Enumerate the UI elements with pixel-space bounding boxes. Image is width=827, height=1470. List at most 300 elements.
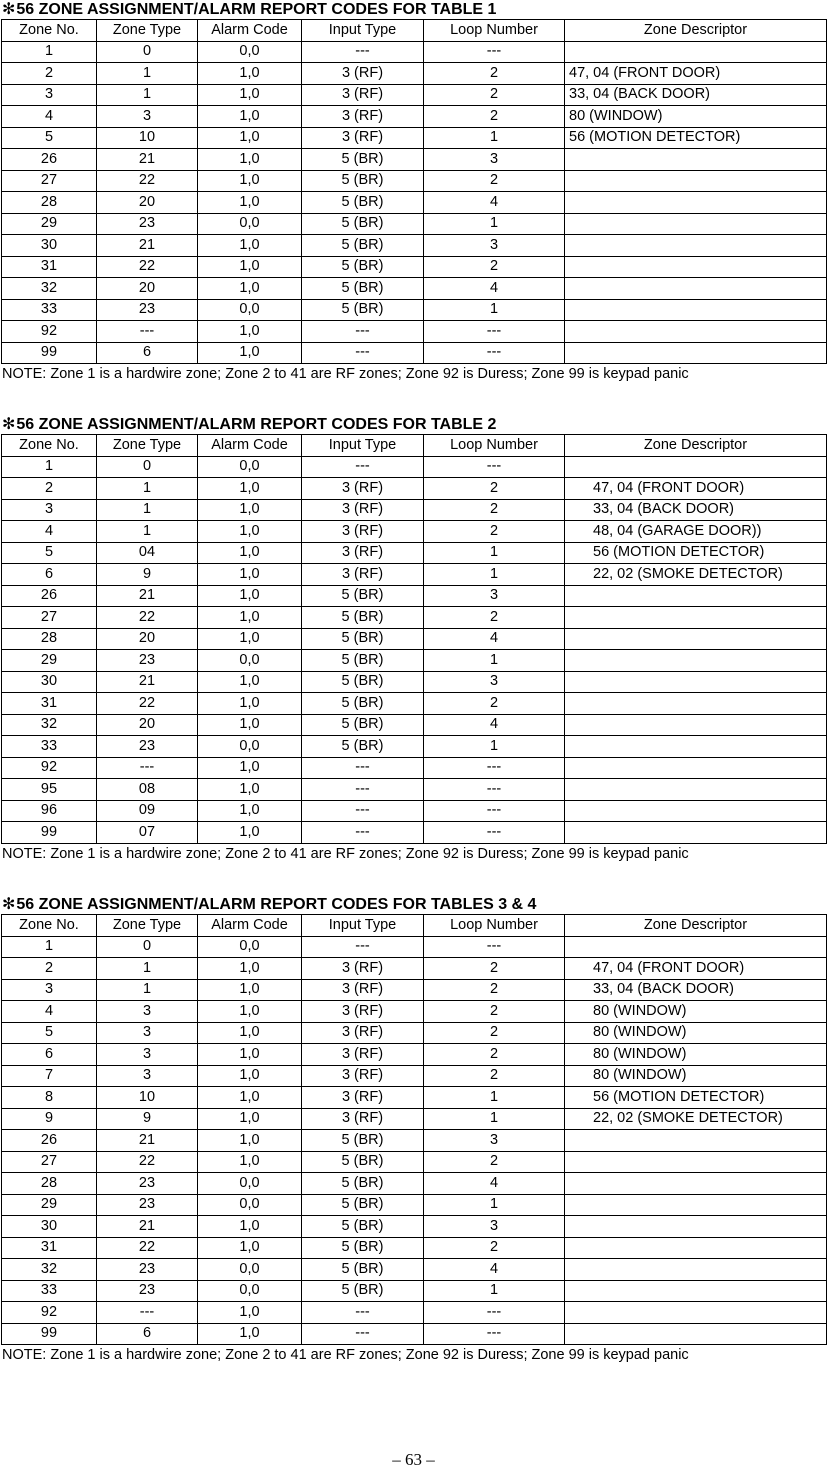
table-cell: 1,0 — [198, 1302, 302, 1324]
table-cell — [565, 41, 827, 63]
table-cell: 22 — [97, 170, 198, 192]
zone-table — [1, 434, 827, 844]
column-header: Alarm Code — [198, 20, 302, 42]
table-cell: 3 — [424, 235, 565, 257]
table-cell: 9 — [97, 1108, 198, 1130]
table-cell: --- — [302, 779, 424, 801]
table-cell: 26 — [2, 1130, 97, 1152]
table-1-section — [0, 0, 827, 384]
table-row — [2, 342, 827, 364]
table-cell: 3 — [97, 1065, 198, 1087]
table-cell: 1 — [424, 1108, 565, 1130]
table-cell: 4 — [424, 1173, 565, 1195]
table-cell: 5 (BR) — [302, 1194, 424, 1216]
table-cell: 1,0 — [198, 235, 302, 257]
table-cell: 56 (MOTION DETECTOR) — [565, 542, 827, 564]
table-cell: 0 — [97, 41, 198, 63]
table-row — [2, 822, 827, 844]
table-cell: 3 (RF) — [302, 1001, 424, 1023]
table-row — [2, 1216, 827, 1238]
table-cell — [565, 1259, 827, 1281]
page-number: – 63 – — [392, 1450, 435, 1469]
table-row — [2, 149, 827, 171]
table-cell: 1,0 — [198, 714, 302, 736]
table-cell: --- — [302, 757, 424, 779]
table-row — [2, 1044, 827, 1066]
table-cell: 22 — [97, 693, 198, 715]
table-cell: 1 — [97, 478, 198, 500]
table-cell: 3 (RF) — [302, 127, 424, 149]
column-header: Loop Number — [424, 20, 565, 42]
table-row — [2, 299, 827, 321]
table-cell: 22 — [97, 256, 198, 278]
table-cell: --- — [424, 342, 565, 364]
table-row — [2, 979, 827, 1001]
table-cell — [565, 693, 827, 715]
column-header: Loop Number — [424, 435, 565, 457]
table-cell: 31 — [2, 1237, 97, 1259]
table-cell: 2 — [424, 958, 565, 980]
table-cell: 2 — [2, 958, 97, 980]
table-cell: 5 (BR) — [302, 235, 424, 257]
table-cell: 3 (RF) — [302, 521, 424, 543]
table-row — [2, 1259, 827, 1281]
table-cell: --- — [302, 822, 424, 844]
table-cell — [565, 779, 827, 801]
table-cell: 07 — [97, 822, 198, 844]
table-cell: 27 — [2, 1151, 97, 1173]
table-cell: 7 — [2, 1065, 97, 1087]
table-cell: 3 (RF) — [302, 979, 424, 1001]
table-cell: 1 — [2, 41, 97, 63]
table-cell: 08 — [97, 779, 198, 801]
table-cell — [565, 235, 827, 257]
table-row — [2, 1087, 827, 1109]
table-cell: 1 — [97, 958, 198, 980]
table-cell: 5 (BR) — [302, 693, 424, 715]
table-cell: 3 — [97, 1022, 198, 1044]
table-cell: 9 — [2, 1108, 97, 1130]
table-cell: 5 (BR) — [302, 192, 424, 214]
table-cell: 1,0 — [198, 149, 302, 171]
table-cell: 30 — [2, 235, 97, 257]
table-cell: 3 (RF) — [302, 958, 424, 980]
table-cell: 3 (RF) — [302, 499, 424, 521]
table-row — [2, 542, 827, 564]
table-cell: 2 — [424, 63, 565, 85]
table-cell: 3 (RF) — [302, 1044, 424, 1066]
table-cell: 1,0 — [198, 607, 302, 629]
table-cell: 23 — [97, 1259, 198, 1281]
table-cell: 6 — [97, 1323, 198, 1345]
table-cell: 32 — [2, 1259, 97, 1281]
table-cell: 1,0 — [198, 63, 302, 85]
table-cell — [565, 628, 827, 650]
table-cell: --- — [302, 800, 424, 822]
table-cell: 1 — [424, 650, 565, 672]
table-row — [2, 1065, 827, 1087]
table-cell: 10 — [97, 1087, 198, 1109]
table-cell: 2 — [424, 84, 565, 106]
table-cell: 1,0 — [198, 1044, 302, 1066]
table-cell: 20 — [97, 278, 198, 300]
table-cell: 47, 04 (FRONT DOOR) — [565, 478, 827, 500]
table-cell: 0,0 — [198, 1259, 302, 1281]
table-cell: 3 (RF) — [302, 1087, 424, 1109]
table-cell: 0,0 — [198, 1173, 302, 1195]
table-cell: 2 — [424, 979, 565, 1001]
column-header: Zone Type — [97, 435, 198, 457]
tables-3-4-section — [0, 895, 827, 1365]
table-cell: 21 — [97, 1216, 198, 1238]
table-cell: 2 — [424, 478, 565, 500]
table-cell: 4 — [424, 192, 565, 214]
table-cell: 33 — [2, 1280, 97, 1302]
table-cell: 3 — [424, 1216, 565, 1238]
table-row — [2, 106, 827, 128]
column-header: Zone No. — [2, 20, 97, 42]
table-cell — [565, 936, 827, 958]
table-cell — [565, 1173, 827, 1195]
table-cell: 2 — [424, 499, 565, 521]
table-row — [2, 41, 827, 63]
table-cell: 5 (BR) — [302, 1151, 424, 1173]
table-row — [2, 650, 827, 672]
table-cell: --- — [302, 1302, 424, 1324]
section-title — [0, 895, 827, 914]
table-cell: 4 — [2, 106, 97, 128]
table-cell: 1,0 — [198, 979, 302, 1001]
table-cell: 26 — [2, 149, 97, 171]
table-cell: 4 — [2, 1001, 97, 1023]
table-cell: 1,0 — [198, 628, 302, 650]
table-note: NOTE: Zone 1 is a hardwire zone; Zone 2 to 41 are RF zones; Zone 92 is Duress; Zone 99 is keypad panic — [2, 366, 689, 382]
table-cell: 23 — [97, 213, 198, 235]
table-cell — [565, 1151, 827, 1173]
table-cell: 3 — [424, 585, 565, 607]
table-cell — [565, 1130, 827, 1152]
table-cell — [565, 736, 827, 758]
table-cell: 20 — [97, 714, 198, 736]
table-cell: 2 — [2, 63, 97, 85]
table-cell: 1,0 — [198, 256, 302, 278]
table-row — [2, 127, 827, 149]
table-cell: 0,0 — [198, 1194, 302, 1216]
table-cell: 1,0 — [198, 1065, 302, 1087]
column-header: Zone No. — [2, 915, 97, 937]
table-cell: 1,0 — [198, 521, 302, 543]
table-cell: 3 — [2, 979, 97, 1001]
table-cell — [565, 170, 827, 192]
table-cell: 1,0 — [198, 564, 302, 586]
table-cell: 4 — [424, 1259, 565, 1281]
table-cell — [565, 1323, 827, 1345]
table-cell: 1 — [2, 456, 97, 478]
table-cell: 5 (BR) — [302, 1280, 424, 1302]
table-cell: 29 — [2, 650, 97, 672]
table-cell: 1,0 — [198, 499, 302, 521]
table-cell: 1,0 — [198, 958, 302, 980]
table-cell — [565, 650, 827, 672]
table-cell: 1 — [97, 499, 198, 521]
table-cell: 99 — [2, 1323, 97, 1345]
table-row — [2, 499, 827, 521]
table-cell: 2 — [424, 106, 565, 128]
table-cell: 4 — [2, 521, 97, 543]
table-cell: 5 (BR) — [302, 1237, 424, 1259]
table-cell — [565, 757, 827, 779]
table-cell — [565, 192, 827, 214]
table-row — [2, 958, 827, 980]
table-cell: 5 (BR) — [302, 628, 424, 650]
column-header: Input Type — [302, 435, 424, 457]
table-cell — [565, 321, 827, 343]
table-cell: 1,0 — [198, 822, 302, 844]
table-cell: 6 — [2, 1044, 97, 1066]
table-row — [2, 671, 827, 693]
column-header: Zone Type — [97, 20, 198, 42]
table-cell: 96 — [2, 800, 97, 822]
table-cell: 1,0 — [198, 321, 302, 343]
table-cell: 3 — [97, 1001, 198, 1023]
table-cell: 1 — [424, 299, 565, 321]
table-cell: 33 — [2, 299, 97, 321]
table-cell: 1,0 — [198, 170, 302, 192]
table-cell: 0,0 — [198, 1280, 302, 1302]
table-row — [2, 936, 827, 958]
table-cell — [565, 800, 827, 822]
table-row — [2, 779, 827, 801]
table-cell — [565, 822, 827, 844]
table-cell: 3 (RF) — [302, 84, 424, 106]
table-cell: 2 — [424, 1001, 565, 1023]
table-cell: 3 — [424, 1130, 565, 1152]
table-cell: 27 — [2, 607, 97, 629]
table-cell: 3 (RF) — [302, 1022, 424, 1044]
table-row — [2, 757, 827, 779]
table-cell: --- — [97, 321, 198, 343]
table-cell: 5 (BR) — [302, 714, 424, 736]
table-cell: --- — [424, 1323, 565, 1345]
table-cell: 28 — [2, 192, 97, 214]
table-cell — [565, 299, 827, 321]
table-cell: 0 — [97, 936, 198, 958]
table-cell: 0,0 — [198, 213, 302, 235]
table-cell: 1 — [97, 84, 198, 106]
table-cell: --- — [424, 779, 565, 801]
table-cell: 21 — [97, 1130, 198, 1152]
table-cell: 26 — [2, 585, 97, 607]
table-cell: 3 (RF) — [302, 63, 424, 85]
table-cell: --- — [424, 757, 565, 779]
section-title-text: 56 ZONE ASSIGNMENT/ALARM REPORT CODES FOR TABLE 1 — [16, 1, 497, 18]
table-cell: 5 — [2, 1022, 97, 1044]
table-cell: 0,0 — [198, 936, 302, 958]
table-cell: 29 — [2, 213, 97, 235]
table-cell: 47, 04 (FRONT DOOR) — [565, 958, 827, 980]
table-cell: 32 — [2, 714, 97, 736]
table-cell — [565, 714, 827, 736]
table-cell: 1,0 — [198, 127, 302, 149]
table-cell — [565, 278, 827, 300]
table-cell: --- — [424, 822, 565, 844]
table-cell: 1,0 — [198, 478, 302, 500]
table-cell: 3 — [424, 671, 565, 693]
table-cell: 4 — [424, 278, 565, 300]
column-header: Alarm Code — [198, 915, 302, 937]
table-cell: --- — [424, 41, 565, 63]
table-cell: 5 — [2, 127, 97, 149]
table-cell: 1,0 — [198, 757, 302, 779]
column-header: Zone Descriptor — [565, 435, 827, 457]
table-cell: 2 — [424, 1151, 565, 1173]
table-row — [2, 564, 827, 586]
table-row — [2, 1022, 827, 1044]
table-cell: 99 — [2, 342, 97, 364]
table-cell: 31 — [2, 256, 97, 278]
column-header: Zone No. — [2, 435, 97, 457]
table-row — [2, 585, 827, 607]
table-cell: 5 (BR) — [302, 650, 424, 672]
table-row — [2, 693, 827, 715]
table-cell: 10 — [97, 127, 198, 149]
section-title — [0, 415, 827, 434]
table-cell: 30 — [2, 671, 97, 693]
table-cell: 0,0 — [198, 736, 302, 758]
table-cell: 9 — [97, 564, 198, 586]
table-cell — [565, 1194, 827, 1216]
table-cell: 2 — [424, 693, 565, 715]
table-cell: 3 (RF) — [302, 1108, 424, 1130]
table-cell: 22, 02 (SMOKE DETECTOR) — [565, 1108, 827, 1130]
table-cell: 0,0 — [198, 650, 302, 672]
table-cell: 2 — [424, 1237, 565, 1259]
asterisk-icon: ✻ — [2, 1, 16, 18]
table-cell: 28 — [2, 628, 97, 650]
table-cell: --- — [97, 757, 198, 779]
table-cell: 1,0 — [198, 693, 302, 715]
table-cell: --- — [424, 1302, 565, 1324]
column-header: Zone Descriptor — [565, 20, 827, 42]
table-cell — [565, 1302, 827, 1324]
table-cell: 5 (BR) — [302, 671, 424, 693]
table-cell: 3 (RF) — [302, 1065, 424, 1087]
table-cell — [565, 256, 827, 278]
table-row — [2, 278, 827, 300]
table-cell: 22 — [97, 607, 198, 629]
table-cell: 1,0 — [198, 800, 302, 822]
table-cell: 47, 04 (FRONT DOOR) — [565, 63, 827, 85]
table-cell: 1 — [424, 1194, 565, 1216]
table-cell: 0,0 — [198, 456, 302, 478]
table-row — [2, 607, 827, 629]
table-cell: 1,0 — [198, 342, 302, 364]
table-cell: 1,0 — [198, 779, 302, 801]
table-row — [2, 192, 827, 214]
table-cell: 1,0 — [198, 671, 302, 693]
table-row — [2, 1237, 827, 1259]
table-cell: 3 (RF) — [302, 564, 424, 586]
table-cell: 92 — [2, 321, 97, 343]
table-row — [2, 736, 827, 758]
table-cell: 1,0 — [198, 542, 302, 564]
column-header: Zone Type — [97, 915, 198, 937]
table-cell: 1,0 — [198, 106, 302, 128]
table-cell: 22 — [97, 1237, 198, 1259]
table-cell: 5 — [2, 542, 97, 564]
table-cell: 5 (BR) — [302, 256, 424, 278]
table-cell: 1,0 — [198, 1237, 302, 1259]
column-header: Zone Descriptor — [565, 915, 827, 937]
table-row — [2, 235, 827, 257]
table-cell: 23 — [97, 1194, 198, 1216]
table-row — [2, 321, 827, 343]
table-row — [2, 1001, 827, 1023]
table-cell: 1,0 — [198, 1216, 302, 1238]
table-cell: 21 — [97, 149, 198, 171]
table-row — [2, 1108, 827, 1130]
table-cell: 2 — [424, 1022, 565, 1044]
table-row — [2, 714, 827, 736]
table-cell: 80 (WINDOW) — [565, 1065, 827, 1087]
table-cell: 20 — [97, 192, 198, 214]
table-cell: 2 — [424, 1065, 565, 1087]
table-cell — [565, 671, 827, 693]
column-header: Input Type — [302, 20, 424, 42]
table-cell: 0,0 — [198, 299, 302, 321]
table-cell: 1,0 — [198, 1151, 302, 1173]
table-cell: 1 — [424, 1087, 565, 1109]
table-cell: 1,0 — [198, 278, 302, 300]
table-row — [2, 1130, 827, 1152]
table-cell — [565, 607, 827, 629]
table-header-row — [2, 915, 827, 937]
table-cell: 1 — [424, 127, 565, 149]
table-cell: 21 — [97, 585, 198, 607]
table-cell: 6 — [2, 564, 97, 586]
table-cell: 1,0 — [198, 585, 302, 607]
table-cell: 8 — [2, 1087, 97, 1109]
table-cell: 92 — [2, 1302, 97, 1324]
table-cell: 1 — [424, 1280, 565, 1302]
table-cell: 27 — [2, 170, 97, 192]
table-cell: 1 — [97, 63, 198, 85]
table-cell — [565, 1280, 827, 1302]
table-header-row — [2, 20, 827, 42]
table-cell: 0 — [97, 456, 198, 478]
table-cell: 56 (MOTION DETECTOR) — [565, 1087, 827, 1109]
table-cell: 23 — [97, 1280, 198, 1302]
table-cell: 09 — [97, 800, 198, 822]
table-cell: 4 — [424, 714, 565, 736]
table-cell: 2 — [424, 607, 565, 629]
table-cell: 5 (BR) — [302, 1173, 424, 1195]
table-cell: --- — [302, 936, 424, 958]
table-cell: 33, 04 (BACK DOOR) — [565, 979, 827, 1001]
table-cell: 23 — [97, 736, 198, 758]
section-title-text: 56 ZONE ASSIGNMENT/ALARM REPORT CODES FOR TABLE 2 — [16, 416, 497, 433]
zone-table — [1, 19, 827, 364]
table-cell: --- — [424, 936, 565, 958]
table-cell: --- — [302, 41, 424, 63]
table-cell: --- — [302, 342, 424, 364]
table-cell: 30 — [2, 1216, 97, 1238]
column-header: Alarm Code — [198, 435, 302, 457]
table-cell: 5 (BR) — [302, 1216, 424, 1238]
table-cell: 80 (WINDOW) — [565, 1044, 827, 1066]
table-cell: 1 — [2, 936, 97, 958]
table-cell: 48, 04 (GARAGE DOOR)) — [565, 521, 827, 543]
